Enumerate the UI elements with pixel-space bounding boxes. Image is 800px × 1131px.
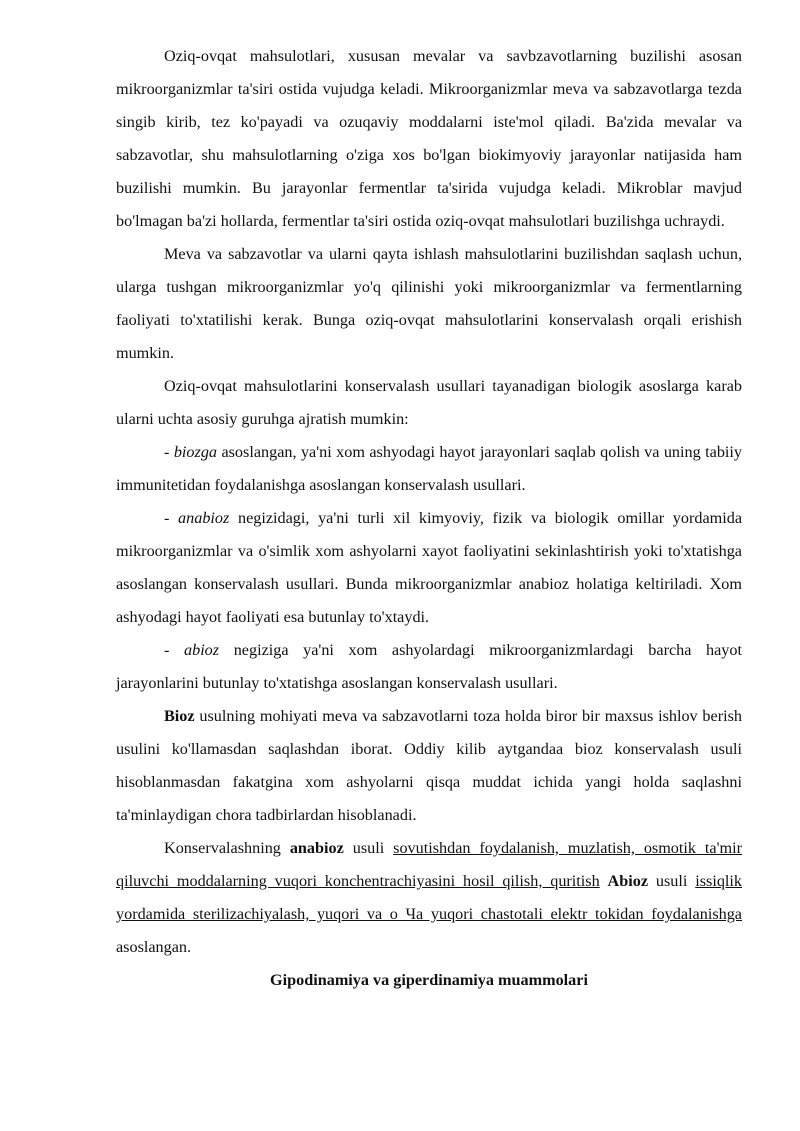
group-biozga-text: asoslangan, ya'ni xom ashyodagi hayot jarayonlari saqlab qolish va uning tabiiy immunitetidan foydalanishga asoslangan konservalash usullari.	[116, 443, 743, 494]
paragraph-konservalash	[116, 832, 742, 964]
term-bioz: Bioz	[164, 707, 195, 725]
paragraph-bioz	[116, 700, 742, 832]
konservalash-space	[600, 872, 608, 890]
term-abioz-bold: Abioz	[607, 872, 649, 890]
bioz-text: usulning mohiyati meva va sabzavotlarni toza holda biror bir maxsus ishlov berish usulini ko'llamasdan saqlashdan iborat. Oddiy kilib aytgandaa bioz konservalash usuli hisoblanmasdan fakatgina xom ashyolarni qisqa muddat ichida yangi holda saqlashni ta'minlaydigan chora tadbirlardan hisoblanadi.	[116, 707, 742, 824]
group-abioz	[116, 634, 742, 700]
konservalash-tail: asoslangan.	[116, 938, 192, 956]
group-dash: -	[164, 641, 184, 659]
group-dash: -	[164, 509, 179, 527]
term-abioz: abioz	[184, 641, 220, 659]
group-anabioz-text: negizidagi, ya'ni turli xil kimyoviy, fizik va biologik omillar yordamida mikroorganizmlar va o'simlik xom ashyolarni xayot faoliyatini sekinlashtirish yoki to'xtatishga asoslangan konservalash usullari. Bunda mikroorganizmlar anabioz holatiga keltiriladi. Xom ashyodagi hayot faoliyati esa butunlay to'xtaydi.	[116, 509, 743, 626]
group-biozga	[116, 436, 742, 502]
paragraph-protection: Meva va sabzavotlar va ularni qayta ishlash mahsulotlarini buzilishdan saqlash uchun, ularga tushgan mikroorganizmlar yo'q qilinishi yoki mikroorganizmlar va fermentlarning faoliyati to'xtatilishi kerak. Bunga oziq-ovqat mahsulotlarini konservalash orqali erishish mumkin.	[116, 245, 742, 362]
term-anabioz: anabioz	[178, 509, 230, 527]
document-page	[116, 40, 742, 997]
konservalash-lead: Konservalashning	[164, 839, 290, 857]
group-anabioz	[116, 502, 742, 634]
group-dash: -	[164, 443, 174, 461]
paragraph-groups-intro: Oziq-ovqat mahsulotlarini konservalash usullari tayanadigan biologik asoslarga karab ularni uchta asosiy guruhga ajratish mumkin:	[116, 377, 742, 428]
term-anabioz-bold: anabioz	[289, 839, 344, 857]
term-biozga: biozga	[173, 443, 218, 461]
group-abioz-text: negiziga ya'ni xom ashyolardagi mikroorganizmlardagi barcha hayot jarayonlarini butunlay to'xtatishga asoslangan konservalash usullari.	[116, 641, 742, 692]
konservalash-abioz-mid: usuli	[648, 872, 696, 890]
konservalash-anabioz-mid: usuli	[343, 839, 394, 857]
section-heading: Gipodinamiya va giperdinamiya muammolari	[270, 971, 588, 989]
paragraph-spoilage: Oziq-ovqat mahsulotlari, xususan mevalar va savbzavotlarning buzilishi asosan mikroorganizmlar ta'siri ostida vujudga keladi. Mikroorganizmlar meva va sabzavotlarga tezda singib kirib, tez ko'payadi va ozuqaviy moddalarni iste'mol qiladi. Ba'zida mevalar va sabzavotlar, shu mahsulotlarning o'ziga xos bo'lgan biokimyoviy jarayonlar natijasida ham buzilishi mumkin. Bu jarayonlar fermentlar ta'sirida vujudga keladi. Mikroblar mavjud bo'lmagan ba'zi hollarda, fermentlar ta'siri ostida oziq-ovqat mahsulotlari buzilishga uchraydi.	[116, 47, 742, 230]
abioz-methods: issiqlik yordamida sterilizachiyalash, yuqori va o Ча yuqori chastotali elektr tokidan foydalanishga	[116, 872, 742, 923]
anabioz-methods: sovutishdan foydalanish, muzlatish, osmotik ta'mir qiluvchi moddalarning vuqori konchentrachiyasini hosil qilish, quritish	[116, 839, 742, 890]
